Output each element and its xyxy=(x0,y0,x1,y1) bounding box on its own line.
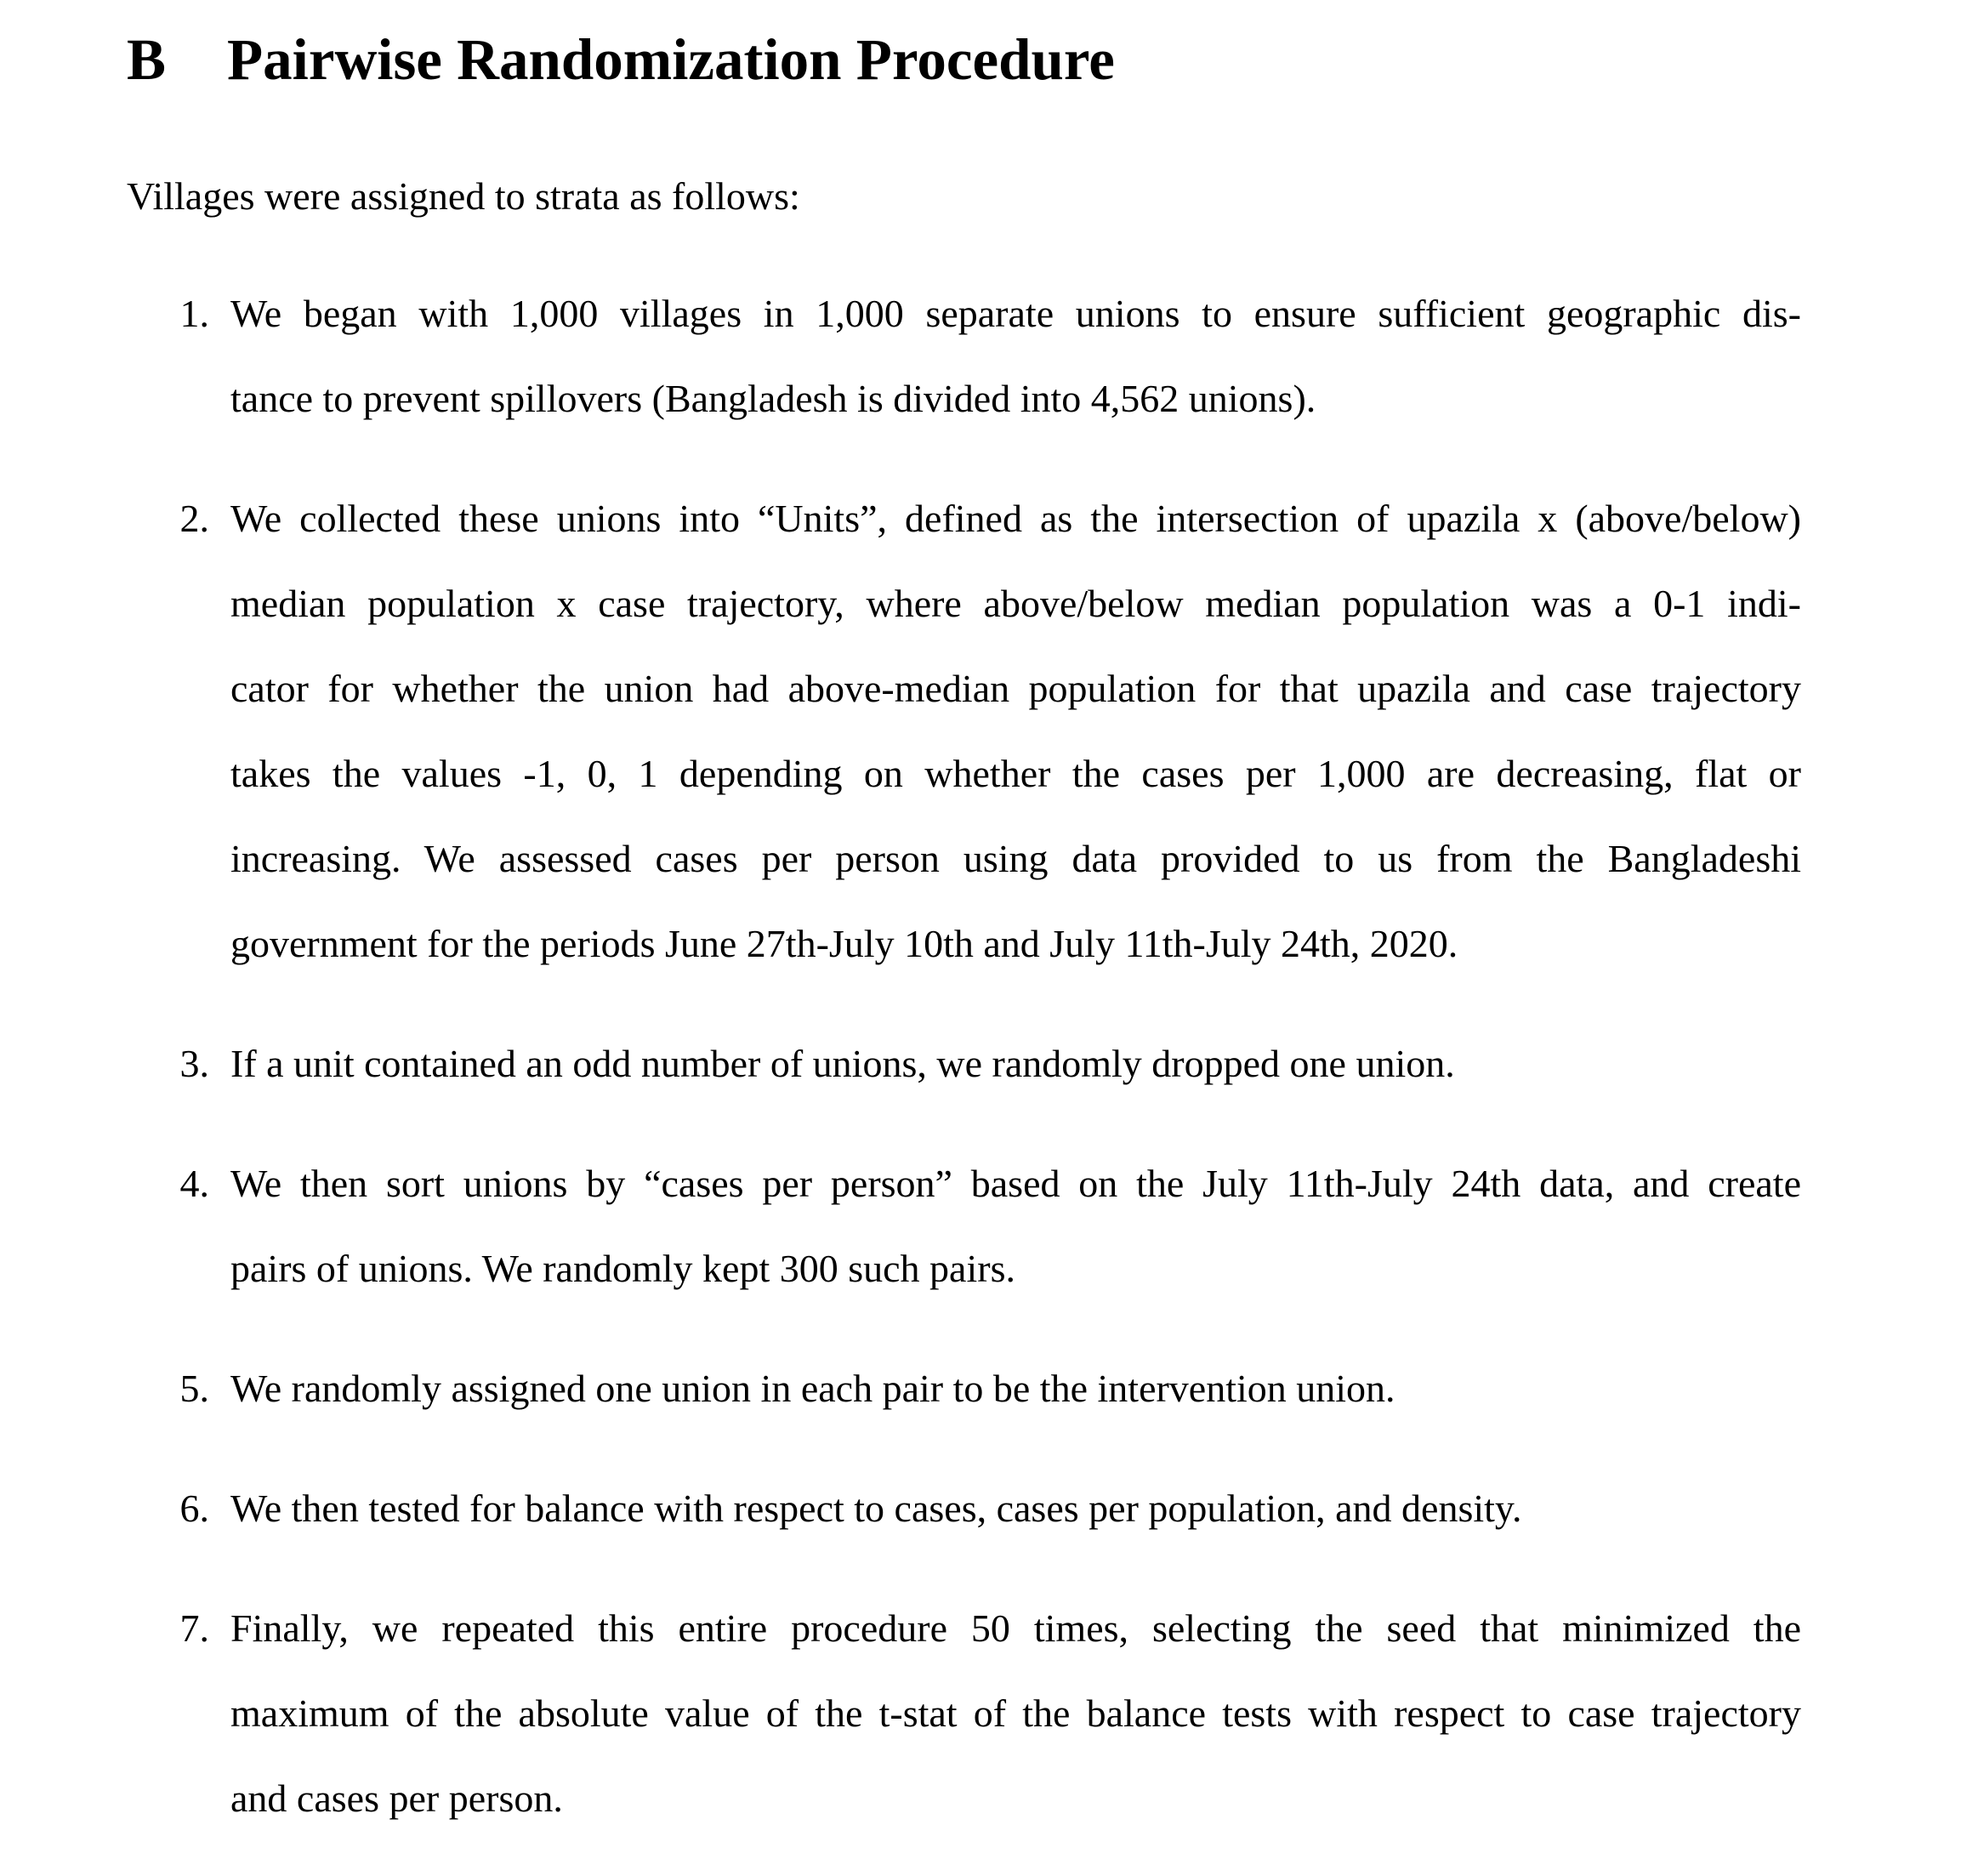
list-item-text-line: We then tested for balance with respect to cases, cases per population, and density. xyxy=(230,1487,1522,1530)
list-item xyxy=(127,1021,1801,1106)
list-item xyxy=(127,1586,1801,1841)
list-item-number: 5. xyxy=(179,1367,209,1410)
list-item xyxy=(127,1346,1801,1431)
list-item-text-line: tance to prevent spillovers (Bangladesh is divided into 4,562 unions). xyxy=(230,377,1316,420)
list-item xyxy=(127,1466,1801,1551)
list-item-number: 3. xyxy=(179,1042,209,1085)
list-item-number: 7. xyxy=(179,1606,209,1650)
list-item-text-line: If a unit contained an odd number of unions, we randomly dropped one union. xyxy=(230,1042,1455,1085)
intro-paragraph: Villages were assigned to strata as follows: xyxy=(127,174,800,218)
list-item xyxy=(127,476,1801,986)
list-item-text-line: median population x case trajectory, where above/below median population was a 0-1 indi- xyxy=(230,582,1801,625)
list-item-text-line: increasing. We assessed cases per person using data provided to us from the Bangladeshi xyxy=(230,837,1801,880)
list-item-number: 4. xyxy=(179,1162,209,1205)
list-item-number: 2. xyxy=(179,497,209,540)
list-item-text-line: We randomly assigned one union in each pair to be the intervention union. xyxy=(230,1367,1395,1410)
list-item-number: 6. xyxy=(179,1487,209,1530)
procedure-list xyxy=(127,271,1801,1876)
section-title: Pairwise Randomization Procedure xyxy=(227,27,1115,92)
section-number: B xyxy=(127,27,167,92)
list-item-text-line: pairs of unions. We randomly kept 300 such pairs. xyxy=(230,1247,1015,1290)
list-item-text-line: We began with 1,000 villages in 1,000 separate unions to ensure sufficient geographic dis- xyxy=(230,292,1801,335)
list-item xyxy=(127,1141,1801,1311)
list-item-text-line: maximum of the absolute value of the t-stat of the balance tests with respect to case trajectory xyxy=(230,1691,1801,1735)
list-item-text-line: takes the values -1, 0, 1 depending on whether the cases per 1,000 are decreasing, flat or xyxy=(230,752,1801,795)
list-item-text-line: We then sort unions by “cases per person” based on the July 11th-July 24th data, and create xyxy=(230,1162,1801,1205)
list-item-number: 1. xyxy=(179,292,209,335)
list-item-text-line: cator for whether the union had above-median population for that upazila and case trajectory xyxy=(230,667,1801,710)
list-item-text-line: government for the periods June 27th-July 10th and July 11th-July 24th, 2020. xyxy=(230,922,1458,965)
list-item-text-line: and cases per person. xyxy=(230,1777,563,1820)
section-heading xyxy=(127,24,1115,95)
list-item-text-line: We collected these unions into “Units”, defined as the intersection of upazila x (above/below) xyxy=(230,497,1801,540)
list-item xyxy=(127,271,1801,441)
list-item-text-line: Finally, we repeated this entire procedure 50 times, selecting the seed that minimized the xyxy=(230,1606,1801,1650)
